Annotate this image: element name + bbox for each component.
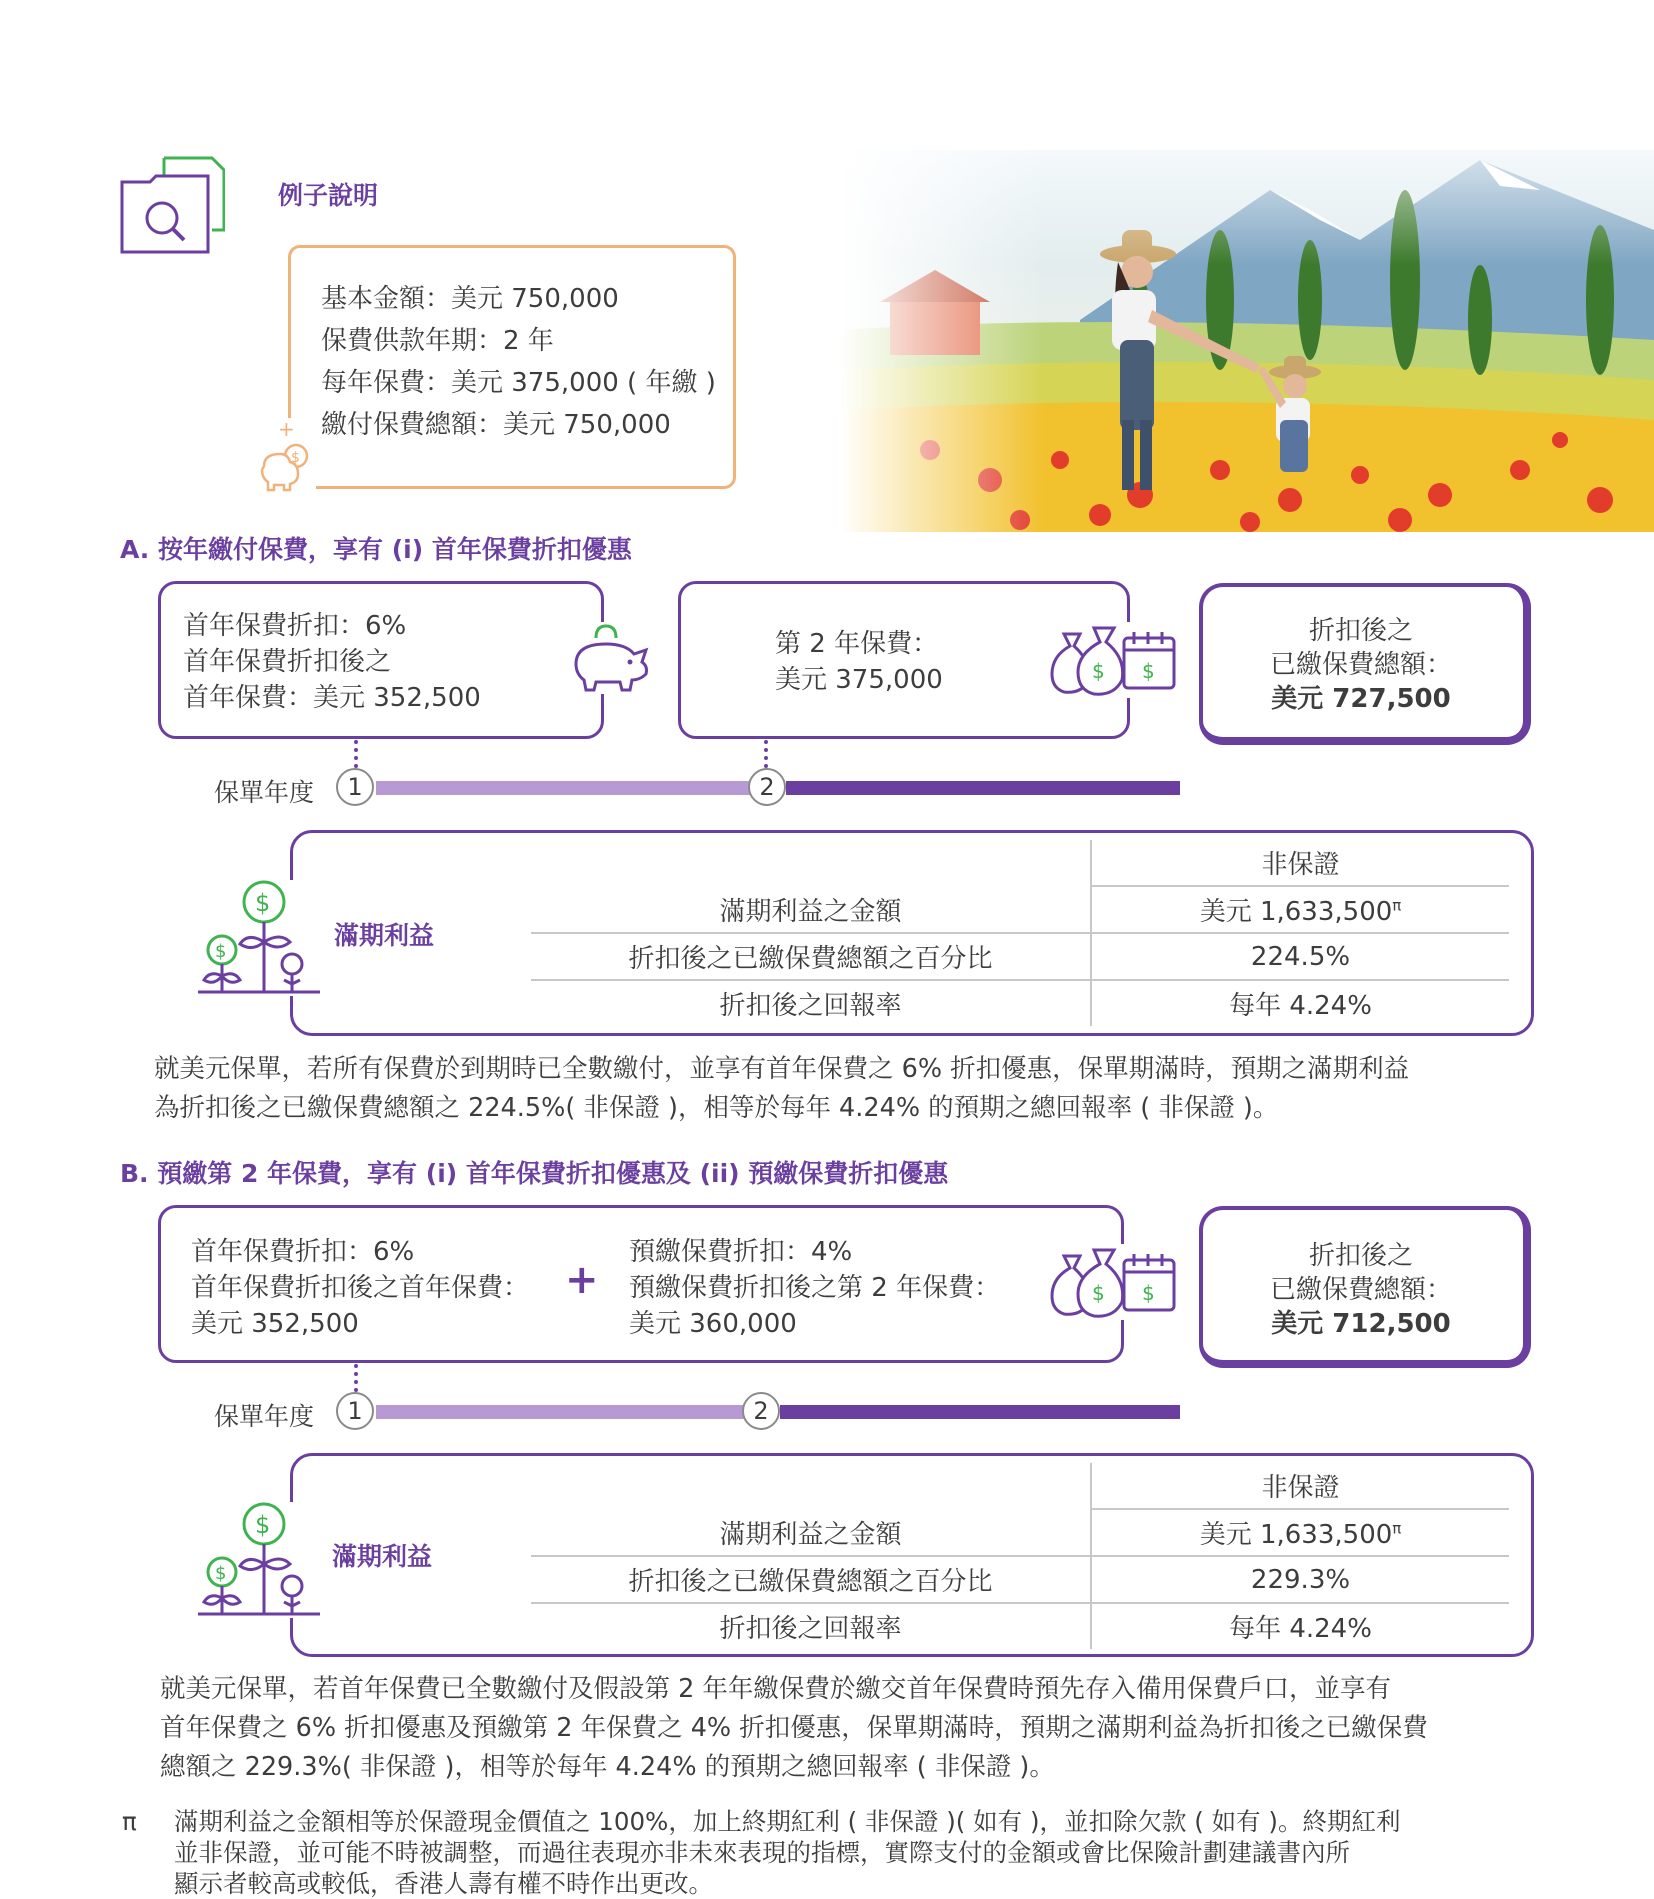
total-amount: 美元 727,500	[1271, 684, 1451, 714]
svg-text:+: +	[278, 418, 295, 441]
total-line: 折扣後之	[1308, 616, 1413, 646]
search-document-icon	[120, 156, 225, 256]
row-value: 224.5%	[1091, 933, 1509, 980]
piggy-bank-coin-icon	[258, 418, 316, 492]
svg-text:$: $	[1092, 1281, 1105, 1305]
example-line: 保費供款年期：2 年	[321, 326, 554, 356]
total-paid-after-discount-card	[1199, 1206, 1531, 1368]
footnote-line: 並非保證，並可能不時被調整，而過往表現亦非未來表現的指標，實際支付的金額或會比保險計劃建議書內所	[174, 1838, 1350, 1867]
discount-summary-card	[158, 1205, 1124, 1363]
card-line: 首年保費：美元 352,500	[183, 683, 481, 713]
svg-text:$: $	[1092, 659, 1105, 683]
timeline-bar-year-1	[376, 781, 752, 795]
policy-year-label: 保單年度	[214, 1402, 315, 1431]
table-row	[531, 886, 1509, 933]
timeline-bar-year-2	[780, 1405, 1180, 1419]
year-marker-1: 1	[336, 1392, 374, 1430]
example-title: 例子說明	[278, 181, 379, 210]
row-label: 折扣後之回報率	[719, 991, 902, 1021]
example-box	[288, 245, 736, 489]
footnote-line: 顯示者較高或較低，香港人壽有權不時作出更改。	[174, 1869, 713, 1898]
row-label: 折扣後之已繳保費總額之百分比	[531, 933, 1091, 980]
table-row	[531, 1603, 1509, 1649]
example-line: 每年保費：美元 375,000 ( 年繳 )	[321, 368, 716, 398]
money-plant-icon	[196, 1502, 322, 1618]
card-line: 美元 360,000	[629, 1309, 797, 1339]
row-label: 滿期利益之金額	[531, 1509, 1091, 1556]
paragraph-line: 就美元保單，若首年保費已全數繳付及假設第 2 年年繳保費於繳交首年保費時預先存入備用保費戶口，並享有	[160, 1674, 1391, 1704]
timeline-connector	[764, 740, 768, 768]
example-line: 繳付保費總額：美元 750,000	[321, 410, 671, 440]
svg-text:$: $	[215, 941, 227, 962]
timeline-connector	[354, 1364, 358, 1392]
example-line: 基本金額：美元 750,000	[321, 284, 619, 314]
footnote-line: 滿期利益之金額相等於保證現金價值之 100%，加上終期紅利 ( 非保證 )( 如有 )，並扣除欠款 ( 如有 )。終期紅利	[174, 1807, 1401, 1836]
section-b-explanation	[160, 1670, 1570, 1787]
footnote-mark: π	[122, 1807, 137, 1836]
timeline-bar-year-1	[376, 1405, 746, 1419]
svg-text:$: $	[1142, 1281, 1155, 1305]
timeline-bar-year-2	[786, 781, 1180, 795]
row-value: 每年 4.24%	[1091, 1603, 1509, 1649]
section-a-explanation	[154, 1050, 1554, 1128]
row-value: 229.3%	[1091, 1556, 1509, 1603]
total-line: 已繳保費總額：	[1269, 650, 1452, 680]
row-label: 折扣後之回報率	[719, 1614, 902, 1644]
piggy-bank-icon	[570, 622, 652, 694]
card-line: 首年保費折扣後之	[183, 647, 392, 677]
card-line: 美元 352,500	[191, 1309, 359, 1339]
svg-text:$: $	[255, 889, 271, 917]
year-marker-1: 1	[336, 768, 374, 806]
table-row	[531, 933, 1509, 980]
year-marker-2: 2	[742, 1392, 780, 1430]
benefit-table	[531, 840, 1509, 1026]
svg-text:$: $	[255, 1511, 271, 1539]
svg-text:$: $	[215, 1563, 227, 1584]
maturity-benefit-label: 滿期利益	[334, 921, 435, 950]
footnote-mark: π	[1392, 896, 1402, 915]
total-paid-after-discount-card	[1199, 583, 1531, 745]
non-guaranteed-header: 非保證	[1091, 840, 1509, 886]
card-line: 第 2 年保費：	[775, 629, 939, 659]
card-line: 首年保費折扣後之首年保費：	[191, 1273, 530, 1303]
table-row	[531, 1463, 1509, 1509]
table-row	[531, 1509, 1509, 1556]
card-line: 美元 375,000	[775, 665, 943, 695]
row-value: 每年 4.24%	[1091, 980, 1509, 1026]
row-value: 美元 $1,633,500^\pi$	[1091, 886, 1509, 933]
total-amount: 美元 712,500	[1271, 1309, 1451, 1339]
total-line: 折扣後之	[1308, 1241, 1413, 1271]
section-b-title: B. 預繳第 2 年保費，享有 (i) 首年保費折扣優惠及 (ii) 預繳保費折扣優惠	[120, 1159, 949, 1188]
card-line: 預繳保費折扣後之第 2 年保費：	[629, 1273, 1001, 1303]
row-value: 美元 $1,633,500^\pi$	[1091, 1509, 1509, 1556]
money-plant-icon	[196, 880, 322, 996]
benefit-table	[531, 1463, 1509, 1649]
money-bags-calendar-icon	[1050, 622, 1180, 698]
section-a-title: A. 按年繳付保費，享有 (i) 首年保費折扣優惠	[120, 535, 632, 564]
first-year-discount-card	[158, 581, 604, 739]
row-label: 折扣後之已繳保費總額之百分比	[531, 1556, 1091, 1603]
table-row	[531, 840, 1509, 886]
table-row	[531, 980, 1509, 1026]
mother-child-field-illustration	[840, 150, 1654, 532]
card-line: 首年保費折扣：6%	[183, 611, 407, 641]
table-row	[531, 1556, 1509, 1603]
total-line: 已繳保費總額：	[1269, 1275, 1452, 1305]
money-bags-calendar-icon	[1050, 1244, 1180, 1320]
card-line: 預繳保費折扣：4%	[629, 1237, 853, 1267]
year-marker-2: 2	[748, 768, 786, 806]
svg-text:$: $	[1142, 659, 1155, 683]
footnote-mark: π	[1392, 1519, 1402, 1538]
paragraph-line: 總額之 229.3%( 非保證 )，相等於每年 4.24% 的預期之總回報率 ( 非保證 )。	[160, 1752, 1055, 1782]
row-label: 滿期利益之金額	[531, 886, 1091, 933]
non-guaranteed-header: 非保證	[1091, 1463, 1509, 1509]
timeline-connector	[354, 740, 358, 768]
paragraph-line: 為折扣後之已繳保費總額之 224.5%( 非保證 )，相等於每年 4.24% 的預期之總回報率 ( 非保證 )。	[154, 1093, 1279, 1123]
paragraph-line: 首年保費之 6% 折扣優惠及預繳第 2 年保費之 4% 折扣優惠，保單期滿時，預期之滿期利益為折扣後之已繳保費	[160, 1713, 1428, 1743]
card-line: 首年保費折扣：6%	[191, 1237, 415, 1267]
paragraph-line: 就美元保單，若所有保費於到期時已全數繳付，並享有首年保費之 6% 折扣優惠，保單期滿時，預期之滿期利益	[154, 1054, 1410, 1084]
footnote-text	[174, 1806, 1614, 1899]
maturity-benefit-label: 滿期利益	[332, 1542, 433, 1571]
plus-sign: +	[565, 1257, 599, 1303]
svg-text:$: $	[291, 450, 300, 466]
policy-year-label: 保單年度	[214, 778, 315, 807]
